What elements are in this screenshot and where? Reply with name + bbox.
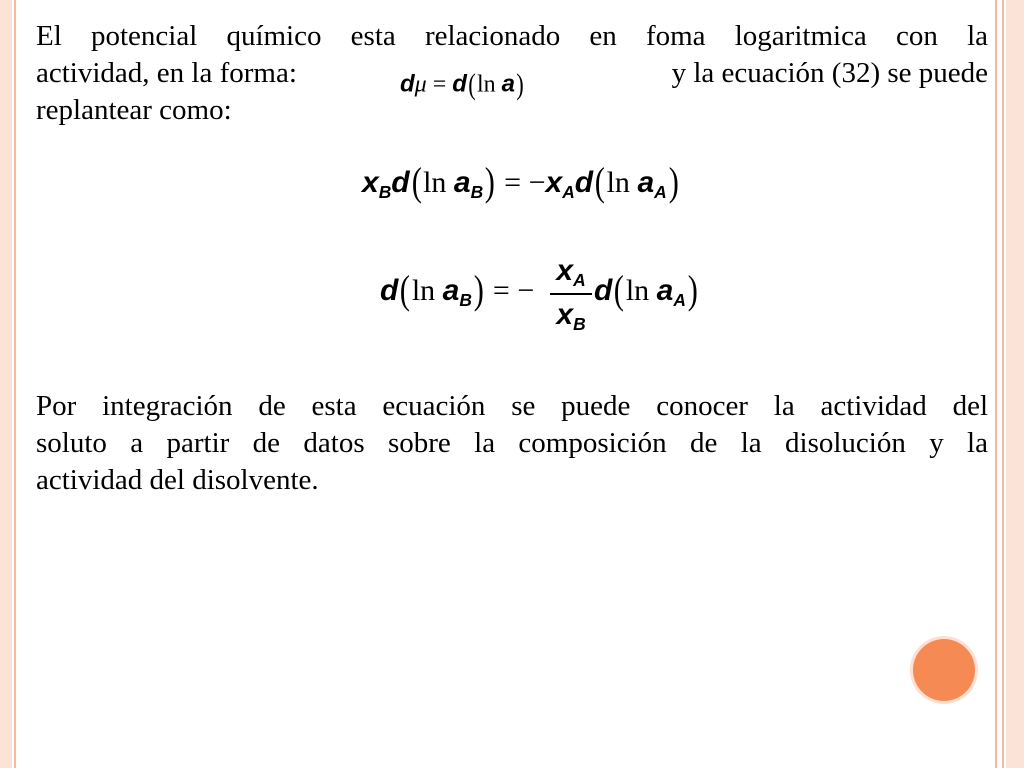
eq-symbol: ln (423, 165, 447, 199)
eq-subscript: B (459, 289, 472, 310)
eq-symbol: − (528, 165, 546, 199)
eq-symbol: ) (668, 159, 679, 204)
eq-symbol: ln (411, 273, 436, 307)
eq-symbol: ( (411, 159, 422, 204)
eq-subscript: A (562, 181, 575, 202)
fraction-xa-over-xb (550, 254, 592, 335)
left-border-bar (0, 0, 12, 768)
eq-symbol: ln (625, 273, 650, 307)
right-border-rule-2 (1002, 0, 1004, 768)
left-border-rule (14, 0, 16, 768)
eq-subscript: B (378, 181, 392, 202)
eq-symbol: x (556, 298, 574, 331)
eq-symbol: x (545, 165, 563, 199)
eq-symbol: ( (614, 267, 625, 312)
fraction-numerator (550, 254, 592, 290)
eq-symbol: a (656, 273, 674, 307)
fraction-bar (550, 293, 592, 295)
eq-subscript: B (573, 314, 586, 335)
eq-symbol: ) (516, 68, 524, 101)
eq-symbol: d (594, 273, 613, 307)
intro-line-3: replantear como: (36, 94, 232, 126)
conclusion-line-3: actividad del disolvente. (36, 464, 319, 496)
eq-symbol: ln (476, 71, 496, 98)
eq-symbol: = (492, 273, 510, 307)
eq-symbol: d (452, 70, 467, 98)
eq-symbol: d (400, 70, 415, 98)
eq-symbol: a (501, 70, 515, 98)
inline-equation (400, 68, 525, 102)
decorative-circle (913, 639, 975, 701)
eq-symbol: ) (473, 267, 484, 312)
fraction-denominator (550, 298, 592, 335)
intro-line-2-end: y la ecuación (32) se puede (671, 57, 988, 89)
eq-subscript: B (470, 181, 484, 202)
eq-symbol: = (504, 165, 522, 199)
eq-subscript: A (654, 181, 667, 202)
eq-symbol: d (574, 165, 594, 199)
eq-subscript: A (573, 270, 586, 291)
eq-symbol: a (442, 273, 460, 307)
eq-symbol: ( (594, 159, 605, 204)
paragraph-conclusion (36, 388, 988, 499)
eq-symbol: x (556, 254, 574, 287)
eq-symbol: d (380, 273, 399, 307)
right-border-rule (995, 0, 997, 768)
eq-symbol: ) (687, 267, 698, 312)
eq-symbol: ) (484, 159, 495, 204)
conclusion-line-1: Por integración de esta ecuación se puede conocer la actividad del (36, 390, 988, 422)
eq-symbol: ( (468, 68, 476, 101)
right-border-bar (1006, 0, 1024, 768)
equation-gibbs-duhem (362, 158, 680, 205)
eq-symbol: a (637, 165, 655, 199)
intro-line-2-start: actividad, en la forma: (36, 57, 297, 89)
equation-right-side (594, 266, 699, 313)
intro-line-1: El potencial químico esta relacionado en foma logaritmica con la (36, 20, 988, 52)
equation-left-side (380, 266, 534, 313)
eq-symbol: a (453, 165, 471, 199)
eq-symbol: = (432, 71, 447, 98)
eq-symbol: ( (400, 267, 411, 312)
eq-symbol: x (362, 165, 379, 199)
eq-subscript: A (673, 289, 686, 310)
eq-symbol: μ (414, 71, 427, 98)
eq-symbol: ln (606, 165, 630, 199)
eq-symbol: − (517, 273, 535, 307)
eq-symbol: d (391, 165, 410, 199)
conclusion-line-2: soluto a partir de datos sobre la composición de la disolución y la (36, 427, 988, 459)
